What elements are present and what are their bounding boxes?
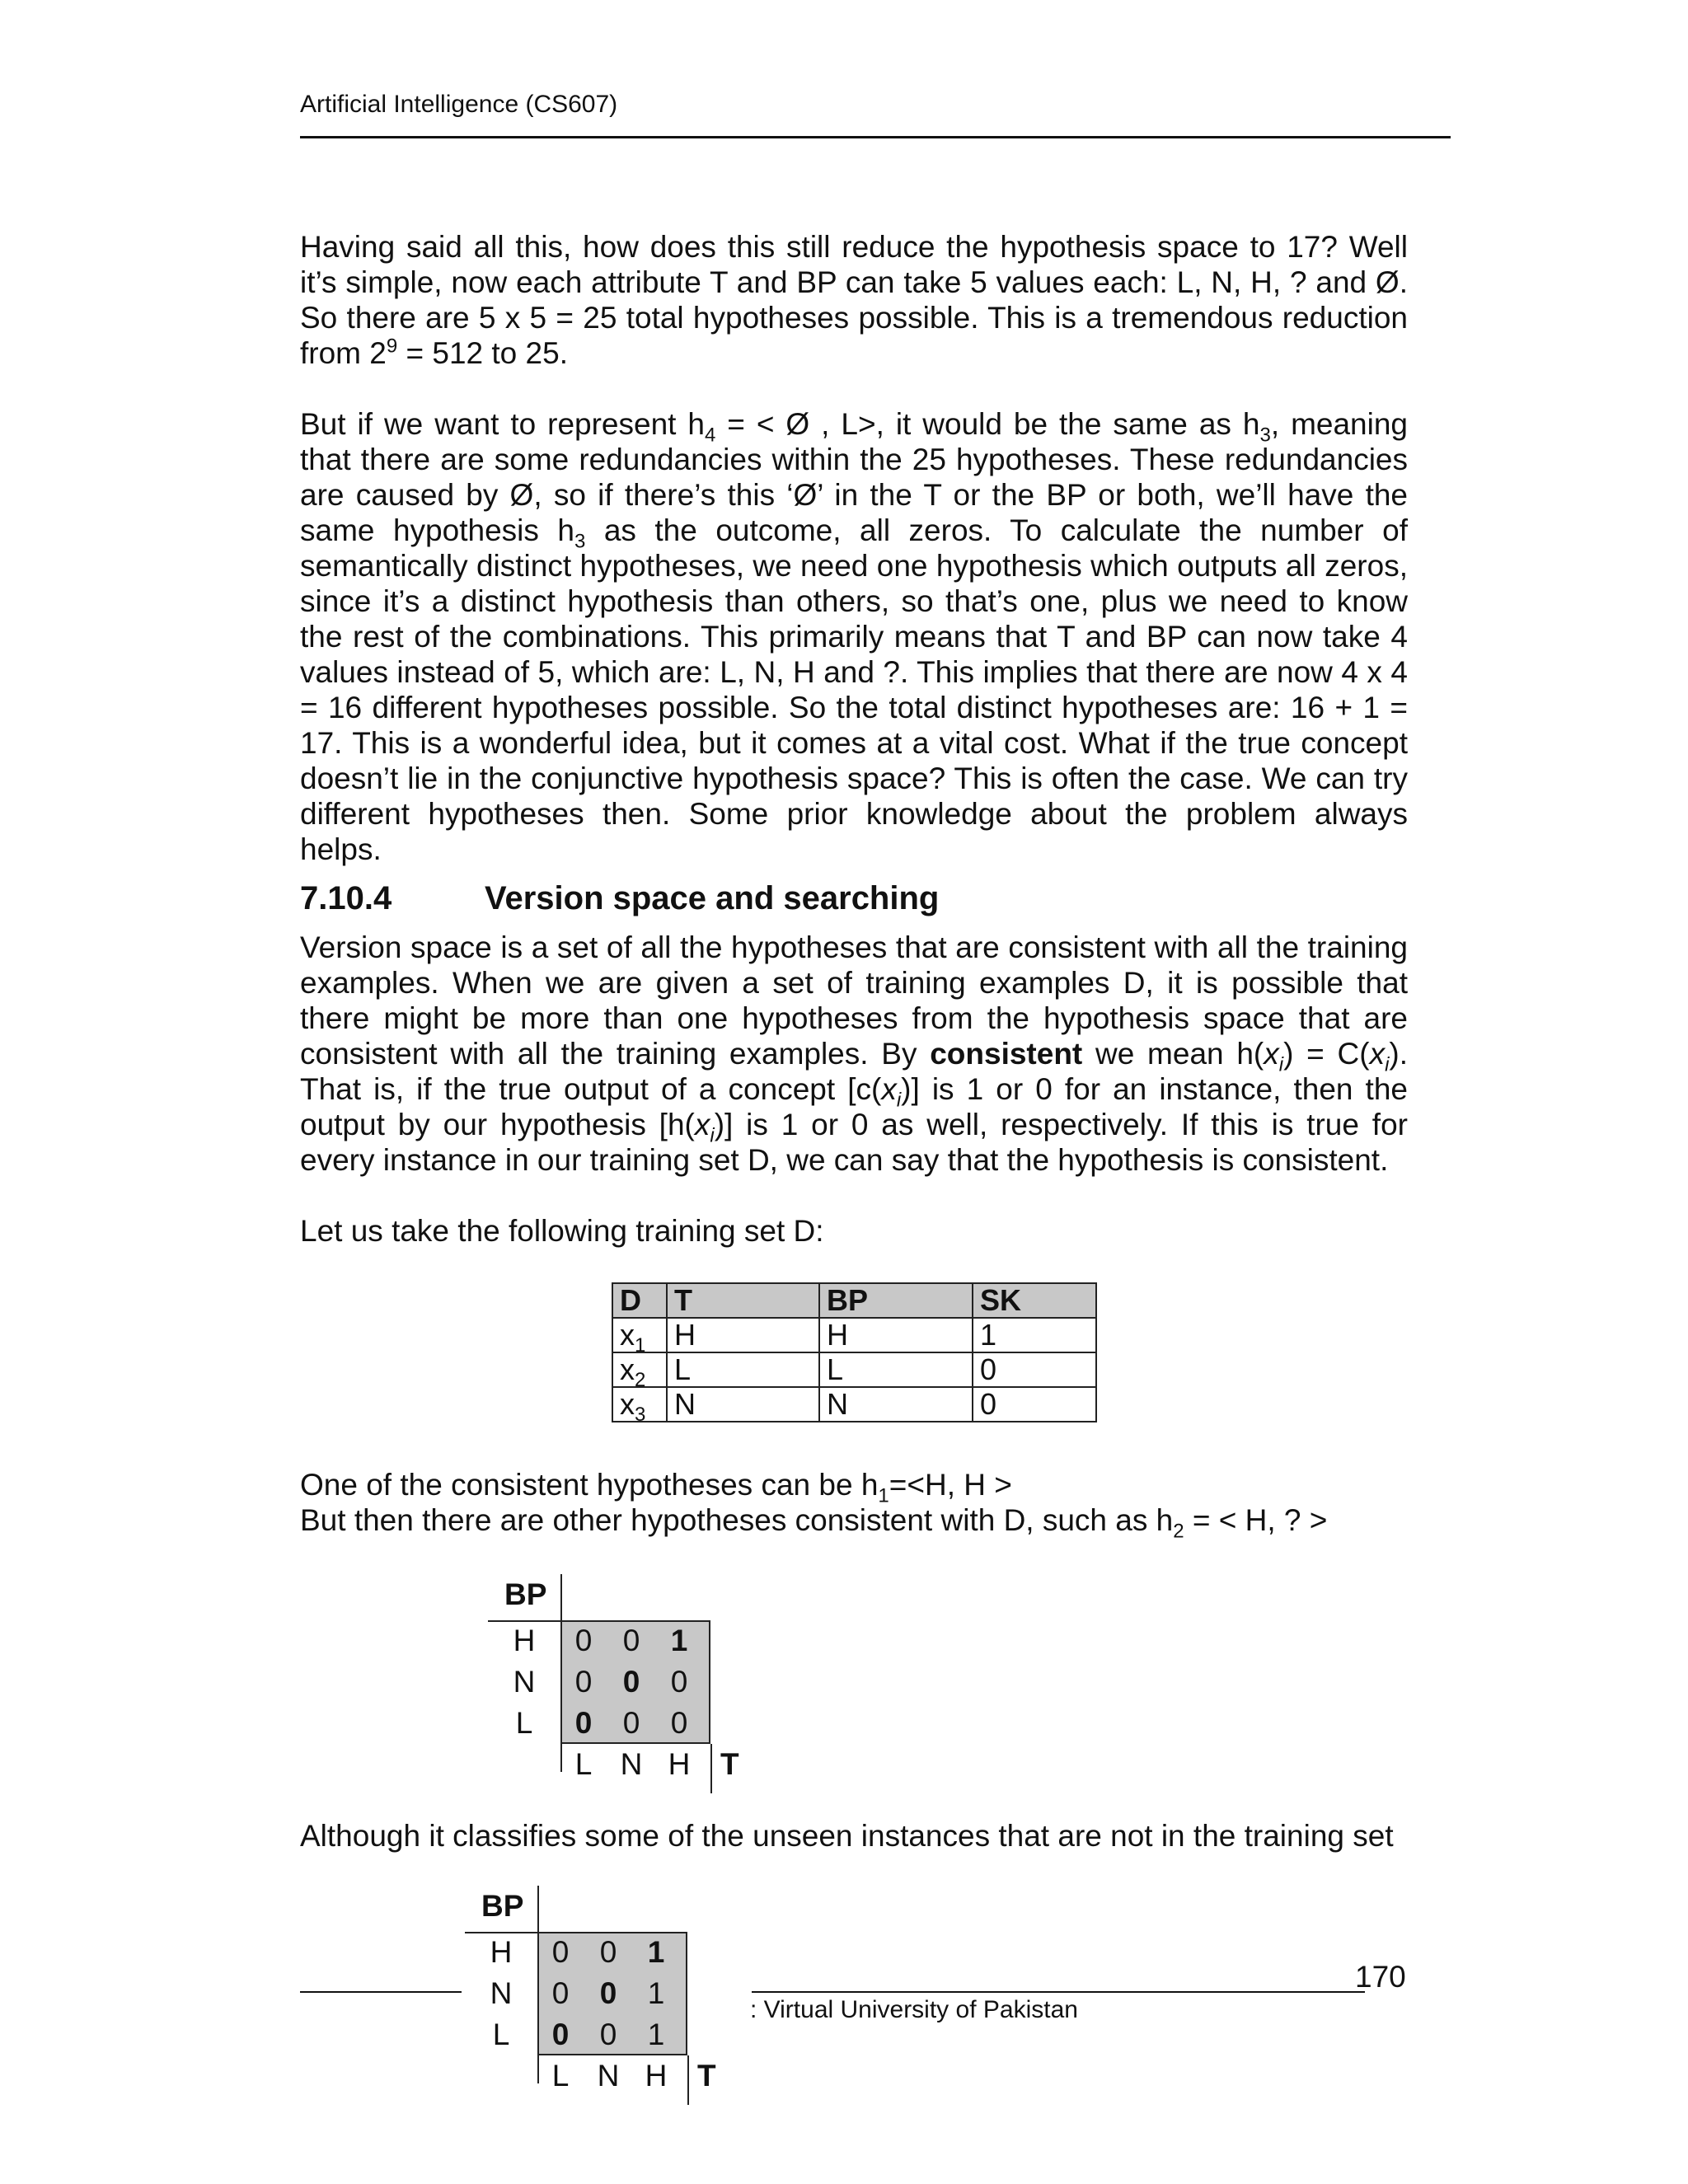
- cell-bp: H: [819, 1318, 973, 1352]
- grid1-x-label: T: [720, 1747, 739, 1781]
- grid1-cell: 0: [622, 1665, 640, 1699]
- footer-rule-right: [752, 1991, 1365, 1993]
- paragraph-version-space: [300, 930, 1408, 1178]
- grid2-cell: 0: [551, 2018, 570, 2051]
- grid2-y-label: BP: [481, 1889, 524, 1923]
- cell-d-sub: 3: [635, 1404, 646, 1427]
- p5-sub: 1: [878, 1484, 889, 1507]
- p1-text-b: = 512 to 25.: [397, 336, 568, 370]
- paragraph-hypothesis-reduction: [300, 229, 1408, 371]
- hypothesis-grid-1: [488, 1574, 768, 1805]
- p3-text-d: ). That is, if the true output of a concept [c(: [300, 1037, 1409, 1106]
- header-cell-bp: BP: [819, 1283, 973, 1318]
- p3-var-x: x: [881, 1072, 897, 1106]
- grid1-col-label: N: [620, 1747, 643, 1781]
- grid2-row-label: L: [492, 2018, 510, 2051]
- cell-sk: 0: [973, 1352, 1096, 1387]
- cell-sk: 1: [973, 1318, 1096, 1352]
- p3-var-x: x: [1369, 1037, 1386, 1071]
- section-heading: [300, 880, 939, 917]
- running-header: Artificial Intelligence (CS607): [300, 91, 618, 118]
- paragraph-h2: [300, 1502, 1328, 1543]
- grid1-col-label: H: [668, 1747, 691, 1781]
- p3-sub-i: i: [1278, 1053, 1284, 1076]
- grid1-cell: 0: [622, 1706, 640, 1740]
- table-row: [612, 1318, 1096, 1352]
- grid1-t-divider: [710, 1744, 712, 1793]
- grid1-col-label: L: [574, 1747, 593, 1781]
- p1-exponent: 9: [386, 335, 398, 358]
- table-header-row: [612, 1283, 1096, 1318]
- p6-sub: 2: [1173, 1520, 1184, 1543]
- training-set-table: [612, 1282, 1097, 1427]
- p2-text-c: , meaning that there are some redundancies within the 25 hypotheses. These redundancies are caused by Ø, so if there’s this ‘Ø’ in the T or the BP or both, we’ll have the same hypothesis h: [300, 407, 1408, 547]
- p2-sub-3a: 3: [1259, 424, 1271, 447]
- grid1-cell: 0: [670, 1706, 688, 1740]
- p3-sub-i: i: [896, 1089, 902, 1112]
- page-number: 170: [1355, 1960, 1406, 1994]
- grid2-cell: 1: [647, 2018, 665, 2051]
- cell-bp: N: [819, 1387, 973, 1422]
- grid2-cell: 0: [551, 1935, 570, 1969]
- p3-text-a: Version space is a set of all the hypotheses that are consistent with all the training examples. When we are given a set of training examples D, it is possible that there might be more than one hypotheses from the hypothesis space that are consistent with all the training examples. By: [300, 930, 1408, 1071]
- section-number: 7.10.4: [300, 880, 392, 916]
- p3-text-b: we mean h(: [1082, 1037, 1264, 1071]
- p3-text-f: )] is 1 or 0 as well, respectively. If this is true for every instance in our training set D, we can say that the hypothesis is consistent.: [300, 1108, 1408, 1177]
- p2-sub-3b: 3: [574, 530, 586, 553]
- cell-d: [612, 1352, 667, 1392]
- grid2-cell: 1: [647, 1935, 665, 1969]
- p3-sub-i: i: [710, 1124, 715, 1147]
- grid2-cell: 0: [599, 1976, 617, 2010]
- cell-d-var: x: [620, 1318, 635, 1352]
- p2-sub-4: 4: [704, 424, 716, 447]
- header-cell-sk: SK: [973, 1283, 1096, 1318]
- grid2-t-divider: [687, 2055, 689, 2105]
- grid2-cell: 0: [599, 1935, 617, 1969]
- cell-sk: 0: [973, 1387, 1096, 1422]
- footer-rule-left: [300, 1991, 462, 1993]
- p6-text-a: But then there are other hypotheses consistent with D, such as h: [300, 1503, 1174, 1537]
- table-row: [612, 1352, 1096, 1387]
- p3-sub-i: i: [1385, 1053, 1390, 1076]
- paragraph-unseen-instances: Although it classifies some of the unseen instances that are not in the training set: [300, 1819, 1394, 1853]
- hypothesis-grid-2: [465, 1886, 745, 2133]
- cell-d-var: x: [620, 1352, 635, 1386]
- p5-text-b: =<H, H >: [889, 1468, 1012, 1502]
- paragraph-training-set-intro: Let us take the following training set D:: [300, 1214, 824, 1248]
- grid1-cell: 0: [574, 1624, 593, 1657]
- p3-var-x: x: [694, 1108, 710, 1141]
- cell-d: [612, 1387, 667, 1427]
- p3-text-e: )] is 1 or 0 for an instance, then the output by our hypothesis [h(: [300, 1072, 1408, 1141]
- p3-text-c: ) = C(: [1283, 1037, 1370, 1071]
- p2-text-a: But if we want to represent h: [300, 407, 705, 441]
- p1-text-a: Having said all this, how does this still reduce the hypothesis space to 17? Well it’s simple, now each attribute T and BP can take 5 values each: L, N, H, ? and Ø. So there are 5 x 5 = 25 total hypotheses possible. This is a tremendous reduction from 2: [300, 230, 1408, 370]
- cell-t: N: [667, 1387, 819, 1422]
- header-rule: [300, 136, 1451, 138]
- grid1-cell: 0: [622, 1624, 640, 1657]
- grid2-cell: 1: [647, 1976, 665, 2010]
- p2-text-b: = < Ø , L>, it would be the same as h: [715, 407, 1260, 441]
- header-cell-d: D: [612, 1283, 667, 1318]
- grid1-row-label: H: [513, 1624, 536, 1657]
- grid1-cell: 0: [670, 1665, 688, 1699]
- paragraph-redundancies: [300, 406, 1408, 867]
- table-row: [612, 1387, 1096, 1422]
- cell-d-sub: 2: [635, 1369, 646, 1392]
- cell-bp: L: [819, 1352, 973, 1387]
- grid2-row-label: N: [490, 1976, 513, 2010]
- grid2-col-label: H: [645, 2059, 668, 2093]
- grid2-cell: 0: [599, 2018, 617, 2051]
- footer-text: : Virtual University of Pakistan: [750, 1996, 1078, 2023]
- p3-var-x: x: [1264, 1037, 1279, 1071]
- grid1-cell: 1: [670, 1624, 688, 1657]
- cell-t: H: [667, 1318, 819, 1352]
- grid2-col-label: N: [597, 2059, 620, 2093]
- cell-d-var: x: [620, 1387, 635, 1421]
- grid2-x-label: T: [697, 2059, 716, 2093]
- cell-d: [612, 1318, 667, 1357]
- grid1-cell: 0: [574, 1665, 593, 1699]
- cell-d-sub: 1: [635, 1334, 646, 1357]
- grid1-row-label: L: [515, 1706, 533, 1740]
- grid1-cell: 0: [574, 1706, 593, 1740]
- p3-bold-consistent: consistent: [930, 1037, 1083, 1071]
- header-cell-t: T: [667, 1283, 819, 1318]
- p6-text-b: = < H, ? >: [1184, 1503, 1328, 1537]
- grid2-col-label: L: [551, 2059, 570, 2093]
- grid1-y-label: BP: [504, 1577, 547, 1611]
- p2-text-d: as the outcome, all zeros. To calculate the number of semantically distinct hypotheses, we need one hypothesis which outputs all zeros, since it’s a distinct hypothesis than others, so that’s one, plus we need to know the rest of the combinations. This primarily means that T and BP can now take 4 values instead of 5, which are: L, N, H and ?. This implies that there are now 4 x 4 = 16 different hypotheses possible. So the total distinct hypotheses are: 16 + 1 = 17. This is a wonderful idea, but it comes at a vital cost. What if the true concept doesn’t lie in the conjunctive hypothesis space? This is often the case. We can try different hypotheses then. Some prior knowledge about the problem always helps.: [300, 513, 1408, 866]
- paragraph-h1: [300, 1467, 1012, 1507]
- cell-t: L: [667, 1352, 819, 1387]
- section-title: Version space and searching: [485, 880, 940, 916]
- grid1-row-label: N: [513, 1665, 536, 1699]
- p5-text-a: One of the consistent hypotheses can be h: [300, 1468, 879, 1502]
- grid2-cell: 0: [551, 1976, 570, 2010]
- grid2-row-label: H: [490, 1935, 513, 1969]
